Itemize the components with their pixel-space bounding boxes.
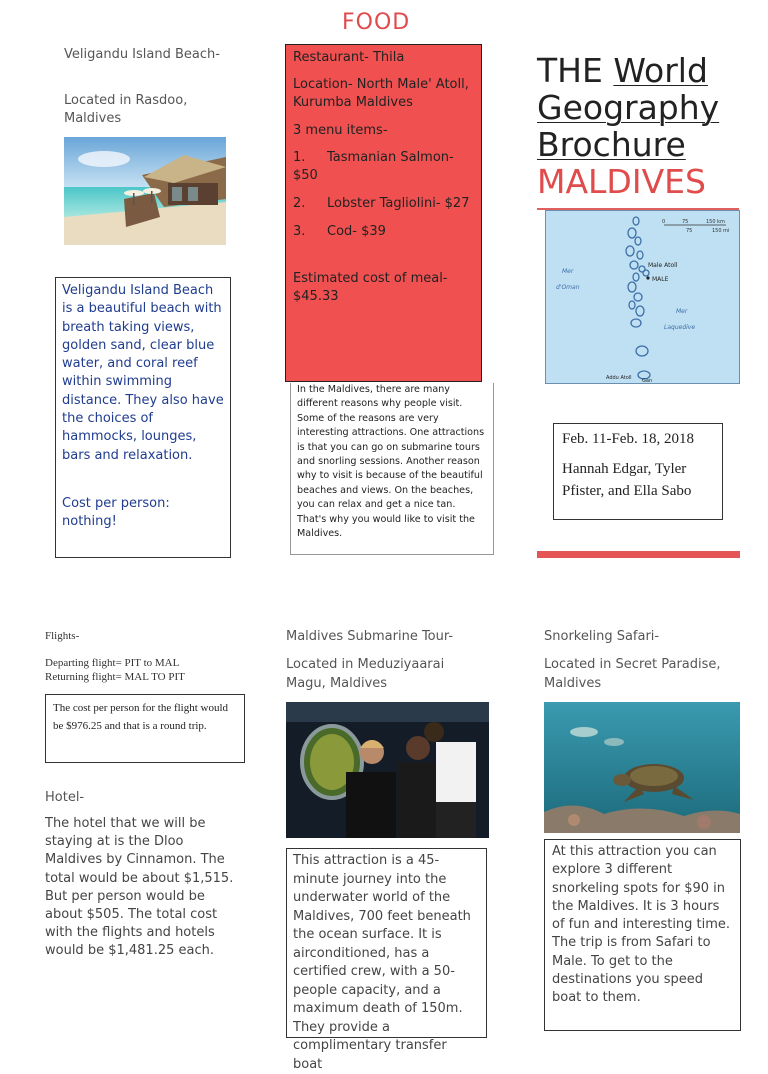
menu-item — [293, 149, 474, 185]
scale-km-1: 75 — [682, 219, 689, 225]
red-divider — [537, 551, 740, 558]
map-label-mer-1: Mer — [562, 268, 574, 275]
beach-photo — [64, 137, 226, 245]
title-the: THE — [537, 51, 603, 90]
hotel-label: Hotel- — [45, 790, 85, 805]
food-heading: FOOD — [342, 10, 411, 35]
submarine-location: Located in Meduziyaarai Magu, Maldives — [286, 657, 445, 691]
snorkeling-photo — [544, 702, 740, 833]
map-label-male-atoll: Male Atoll — [648, 262, 678, 269]
meal-estimate: Estimated cost of meal- $45.33 — [293, 270, 448, 304]
flight-cost: The cost per person for the flight would be $976.25 and that is a round trip. — [53, 702, 229, 732]
menu-item-number: 1. — [293, 149, 306, 165]
title-country: MALDIVES — [537, 162, 706, 201]
menu-item-number: 2. — [293, 196, 306, 212]
trip-dates: Feb. 11-Feb. 18, 2018 — [562, 431, 694, 447]
beach-description-box — [55, 277, 231, 558]
menu-item-number: 3. — [293, 224, 306, 240]
title-geography: Geography — [537, 88, 720, 127]
snorkeling-title: Snorkeling Safari- — [544, 629, 660, 644]
submarine-description-box — [286, 848, 487, 1072]
map-label-gan: Gan — [642, 378, 653, 384]
restaurant-box — [285, 44, 482, 382]
map-label-laquedive: Laquedive — [664, 324, 696, 331]
visit-reasons-box — [290, 383, 494, 555]
menu-item-text: Cod- $39 — [327, 224, 386, 240]
map-label-mer-2: Mer — [676, 308, 688, 315]
flights-label: Flights- — [45, 630, 80, 642]
submarine-title: Maldives Submarine Tour- — [286, 629, 454, 644]
map-label-addu: Addu Atoll — [606, 375, 632, 381]
capital-marker — [646, 276, 649, 279]
restaurant-name: Restaurant- Thila — [293, 50, 405, 65]
snorkeling-location: Located in Secret Paradise, Maldives — [544, 657, 721, 691]
restaurant-location: Location- North Male' Atoll, Kurumba Maldives — [293, 77, 469, 111]
maldives-map — [545, 210, 740, 384]
hotel-text: The hotel that we will be staying at is the Dloo Maldives by Cinnamon. The total would be about $1,515. But per person would be about $505. The total cost with the flights and hotels would be $1,481.25 each. — [45, 816, 234, 959]
menu-item — [293, 195, 474, 213]
snorkeling-description: At this attraction you can explore 3 different snorkeling spots for $90 in the Maldives. It is 3 hours of fun and interesting time. The trip is from Safari to Male. To get to the destinations you speed boat to them. — [552, 844, 731, 1006]
scale-mi-1: 75 — [686, 228, 693, 234]
map-label-oman: d'Oman — [556, 284, 580, 291]
flight-routes — [45, 656, 185, 684]
scale-km-0: 0 — [662, 219, 666, 225]
menu-item-text: Lobster Tagliolini- $27 — [327, 196, 470, 212]
visit-reasons-text: In the Maldives, there are many different reasons why people visit. Some of the reasons are very interesting attractions. One attractions is that you can go on submarine tours and snorling sessions. Another reason why to visit is because of the beautiful beaches and views. On the beaches, you can relax and get a nice tan. That's why you would like to visit the Maldives. — [297, 384, 485, 540]
beach-description: Veligandu Island Beach is a beautiful beach with breath taking views, golden sand, clear blue water, and coral reef within swimming distance. They also have the choices of hammocks, lounges, bars and relaxation. — [62, 283, 224, 463]
title-brochure: Brochure — [537, 125, 686, 164]
title-world: World — [613, 51, 708, 90]
menu-label: 3 menu items- — [293, 122, 388, 138]
authors: Hannah Edgar, Tyler Pfister, and Ella Sabo — [562, 461, 692, 499]
submarine-description: This attraction is a 45-minute journey into the underwater world of the Maldives, 700 feet beneath the ocean surface. It is airconditioned, has a certified crew, with a 50-people capacity, and a maximum death of 150m. They provide a complimentary transfer boat — [293, 853, 471, 1072]
submarine-photo — [286, 702, 489, 838]
flight-cost-box — [45, 694, 245, 763]
snorkeling-description-box — [544, 839, 741, 1031]
menu-item-text: Tasmanian Salmon- — [327, 149, 454, 165]
departing-flight: Departing flight= PIT to MAL — [45, 657, 180, 669]
menu-item — [293, 223, 474, 241]
trip-info-box — [553, 423, 723, 520]
scale-km-2: 150 km — [706, 219, 725, 225]
returning-flight: Returning flight= MAL TO PIT — [45, 671, 185, 683]
brochure-title — [537, 52, 759, 200]
menu-item-cont: $50 — [293, 168, 318, 184]
beach-cost: Cost per person: nothing! — [62, 495, 170, 530]
map-label-male: MALE — [652, 276, 669, 283]
scale-mi-2: 150 mi — [712, 228, 730, 234]
beach-label: Veligandu Island Beach- — [64, 47, 220, 62]
beach-location: Located in Rasdoo, Maldives — [64, 93, 188, 126]
